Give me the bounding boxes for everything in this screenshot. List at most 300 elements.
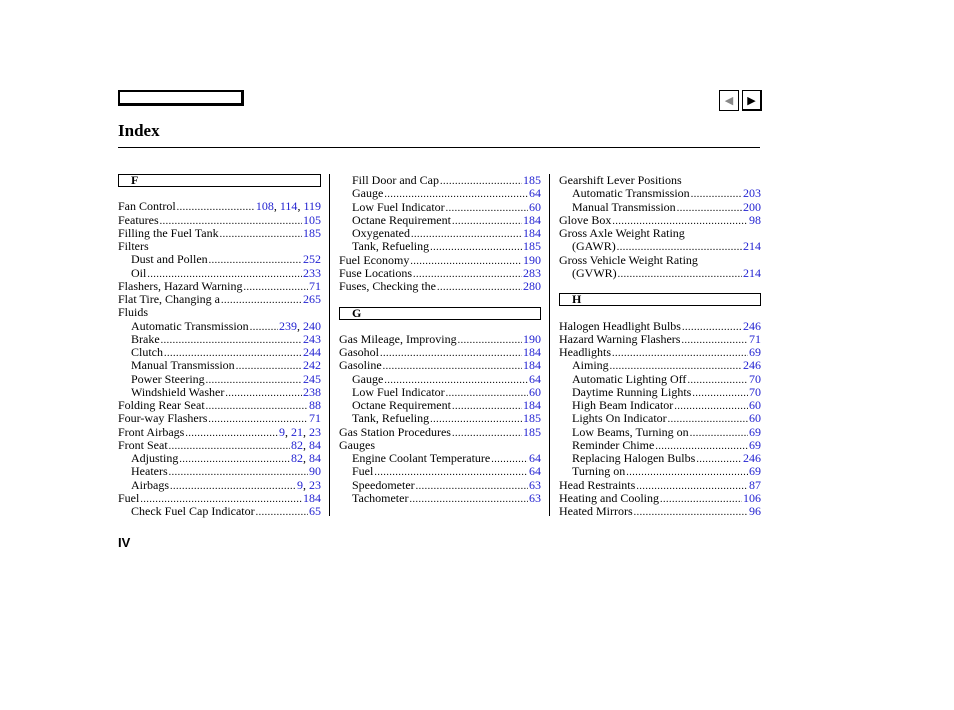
index-entry[interactable] [559,201,761,214]
index-entry[interactable] [118,227,321,240]
entry-label: Oxygenated [352,226,410,240]
leader-dots [612,346,748,359]
entry-label: Gross Axle Weight Rating [559,226,685,240]
page-link[interactable]: 60 [529,199,541,214]
index-entry[interactable] [339,359,541,372]
page-link[interactable]: 84 [309,437,321,452]
page-link[interactable]: 108 [255,199,274,214]
index-entry [118,240,321,253]
page-link[interactable]: 246 [743,318,761,333]
leader-dots [687,373,748,386]
page-refs [309,280,321,293]
leader-dots [374,465,528,478]
entry-label: Windshield Washer [131,384,225,399]
leader-dots [169,465,308,478]
page-title: Index [118,121,160,140]
entry-label: Gas Station Procedures [339,424,451,439]
entry-label: Filling the Fuel Tank [118,225,219,240]
page-refs [749,373,761,386]
page-link[interactable]: 71 [309,411,321,426]
index-entry[interactable] [339,214,541,227]
page-refs [523,267,541,280]
entry-label: Tachometer [352,490,409,505]
page-link[interactable]: 88 [309,398,321,412]
page-link[interactable]: 184 [523,358,541,373]
leader-dots [446,386,528,399]
page-refs [529,373,541,386]
page-link[interactable]: 244 [303,345,321,359]
page-link[interactable]: 184 [523,398,541,412]
index-entry[interactable] [118,412,321,425]
index-entry[interactable] [118,293,321,306]
index-entry[interactable] [118,280,321,293]
page-refs [303,373,321,386]
page-link[interactable]: 64 [529,371,541,386]
index-entry[interactable] [559,386,761,399]
leader-dots [409,492,528,505]
page-refs: 239, 240 [279,318,321,333]
previous-page-button[interactable] [719,90,739,111]
page-link[interactable]: 233 [303,265,321,280]
index-entry[interactable] [339,187,541,200]
page-link[interactable]: 71 [309,278,321,293]
page-link[interactable]: 214 [743,239,761,254]
entry-label: Gauge [352,371,384,386]
page-link[interactable]: 64 [529,186,541,201]
page-refs [743,320,761,333]
leader-dots [452,214,522,227]
index-entry[interactable] [559,399,761,412]
leader-dots [636,479,748,492]
leader-dots [140,492,302,505]
index-entry[interactable] [118,200,321,213]
page-link[interactable]: 87 [749,477,761,492]
spacer [339,293,541,306]
index-entry[interactable] [118,492,321,505]
page-refs [743,452,761,465]
entry-label: Gauge [352,186,384,201]
page-link[interactable]: 280 [523,279,541,293]
leader-dots [610,359,742,372]
index-entry[interactable] [339,333,541,346]
page-link[interactable]: 96 [749,504,761,518]
leader-dots [696,452,742,465]
page-link[interactable]: 200 [743,199,761,214]
page-link[interactable]: 190 [523,331,541,346]
page-refs [749,333,761,346]
index-entry[interactable] [559,187,761,200]
entry-label: Aiming [572,358,609,373]
entry-label: Check Fuel Cap Indicator [131,504,255,518]
index-entry [559,174,761,187]
leader-dots [668,412,748,425]
entry-label: Brake [131,331,160,346]
page-link[interactable]: 64 [529,451,541,465]
leader-dots [411,227,522,240]
page-link[interactable]: 184 [303,490,321,505]
index-entry [559,254,761,267]
index-entry[interactable] [339,346,541,359]
leader-dots [161,333,302,346]
page-refs: 108, 114, 119 [255,199,321,214]
page-link[interactable]: 60 [749,411,761,426]
page-link[interactable]: 105 [303,212,321,227]
leader-dots [437,280,522,293]
index-entry[interactable] [118,426,321,439]
page-refs: 9, 21, 23 [279,424,321,439]
index-entry[interactable] [559,214,761,227]
leader-dots [618,267,742,280]
index-entry[interactable] [559,465,761,478]
page-link[interactable]: 240 [303,318,321,333]
leader-dots [209,253,302,266]
index-entry[interactable] [339,174,541,187]
page-link[interactable]: 90 [309,464,321,479]
page-refs [749,386,761,399]
page-refs [309,399,321,412]
index-entry[interactable] [339,412,541,425]
entry-label: Low Beams, Turning on [572,424,689,439]
page-link[interactable]: 60 [749,398,761,412]
page-link[interactable]: 190 [523,252,541,267]
page-refs [523,240,541,253]
entry-label: Turning on [572,464,626,479]
leader-dots [626,465,748,478]
leader-dots [164,346,302,359]
page-refs [523,214,541,227]
index-entry[interactable] [118,333,321,346]
index-entry[interactable] [559,426,761,439]
page-link[interactable]: 64 [529,464,541,479]
index-entry[interactable] [118,386,321,399]
index-entry[interactable] [559,373,761,386]
entry-label: Fuel Economy [339,252,410,267]
entry-label: Automatic Transmission [572,186,690,201]
index-entry[interactable] [118,465,321,478]
leader-dots [170,479,296,492]
page-link[interactable]: 238 [303,384,321,399]
leader-dots [220,227,302,240]
leader-dots [383,359,522,372]
page-refs [529,479,541,492]
entry-label: Tank, Refueling [352,411,430,426]
index-entry[interactable] [559,359,761,372]
page-link[interactable]: 185 [523,239,541,254]
page-link[interactable]: 70 [749,384,761,399]
page-refs [749,505,761,518]
page-link[interactable]: 184 [523,345,541,359]
index-entry[interactable] [118,253,321,266]
page-link[interactable]: 21 [291,424,303,439]
leader-dots [458,333,522,346]
page-refs [743,492,761,505]
page-refs [743,240,761,253]
page-link[interactable]: 185 [523,411,541,426]
page-refs [529,452,541,465]
index-entry[interactable] [118,452,321,465]
index-entry[interactable] [339,386,541,399]
page-link[interactable]: 106 [743,490,761,505]
page-refs [529,201,541,214]
index-entry[interactable] [339,479,541,492]
page-link[interactable]: 265 [303,292,321,306]
entry-label: Heaters [131,464,168,479]
page-link[interactable]: 98 [749,212,761,227]
index-entry[interactable] [559,439,761,452]
page-refs [749,479,761,492]
leader-dots [147,267,302,280]
page-link[interactable]: 243 [303,331,321,346]
page-link[interactable]: 69 [749,437,761,452]
page-refs [749,346,761,359]
page-link[interactable]: 245 [303,371,321,386]
entry-label: Fill Door and Cap [352,173,439,187]
page-refs [523,333,541,346]
index-entry[interactable] [559,240,761,253]
entry-label: Hazard Warning Flashers [559,331,681,346]
entry-label: Gasoline [339,358,382,373]
page-link[interactable]: 23 [309,424,321,439]
index-entry[interactable] [118,267,321,280]
index-entry[interactable] [339,465,541,478]
entry-label: Speedometer [352,477,415,492]
page-link[interactable]: 246 [743,358,761,373]
page-link[interactable]: 184 [523,212,541,227]
spacer [559,306,761,319]
page-link[interactable]: 283 [523,265,541,280]
index-entry[interactable] [339,426,541,439]
page-refs [303,492,321,505]
section-heading: G [339,307,541,320]
entry-label: (GAWR) [572,239,616,254]
entry-label: Fluids [118,305,149,320]
page-refs [529,187,541,200]
index-entry[interactable] [339,201,541,214]
entry-label: Halogen Headlight Bulbs [559,318,681,333]
index-entry[interactable] [118,320,321,333]
entry-label: Oil [131,265,147,280]
entry-label: Gas Mileage, Improving [339,331,457,346]
entry-label: Gross Vehicle Weight Rating [559,252,698,267]
index-entry[interactable] [559,505,761,518]
entry-label: Gearshift Lever Positions [559,173,682,187]
leader-dots [380,346,522,359]
page-refs [529,465,541,478]
index-entry[interactable] [118,214,321,227]
page-refs [523,280,541,293]
index-entry[interactable] [118,505,321,518]
page-link[interactable]: 246 [743,451,761,465]
entry-label: Glove Box [559,212,612,227]
index-entry[interactable] [339,254,541,267]
page-link[interactable]: 119 [303,199,321,214]
leader-dots [674,399,748,412]
index-entry[interactable] [118,399,321,412]
leader-dots [225,386,302,399]
page-link[interactable]: 63 [529,477,541,492]
index-entry[interactable] [118,479,321,492]
index-entry[interactable] [339,399,541,412]
entry-label: Front Seat [118,437,168,452]
page-link[interactable]: 69 [749,464,761,479]
page-refs [529,386,541,399]
leader-dots [677,201,742,214]
index-entry[interactable] [339,373,541,386]
entry-label: Adjusting [131,451,179,465]
leader-dots [655,439,748,452]
next-page-button[interactable] [742,90,762,111]
index-entry[interactable] [339,267,541,280]
page-link[interactable]: 9 [297,477,303,492]
entry-label: Gauges [339,437,375,452]
index-column-2 [339,174,541,505]
page-link[interactable]: 185 [303,225,321,240]
page-refs: 82, 84 [291,437,321,452]
page-refs [749,214,761,227]
entry-label: Folding Rear Seat [118,398,205,412]
page-refs [743,267,761,280]
leader-dots [440,174,522,187]
entry-label: Head Restraints [559,477,636,492]
page-link[interactable]: 65 [309,504,321,518]
page-refs [303,386,321,399]
leader-dots [682,320,742,333]
page-refs [749,465,761,478]
entry-label: Features [118,212,159,227]
page-link[interactable]: 242 [303,358,321,373]
page-link[interactable]: 185 [523,173,541,187]
page-link[interactable]: 84 [309,451,321,465]
page-link[interactable]: 184 [523,226,541,240]
leader-dots [179,452,290,465]
page-refs [523,346,541,359]
entry-label: Four-way Flashers [118,411,208,426]
entry-label: Power Steering [131,371,205,386]
page-refs [303,227,321,240]
index-column-1 [118,174,321,518]
leader-dots [692,386,748,399]
leader-dots [206,399,308,412]
leader-dots [681,333,748,346]
leader-dots [221,293,302,306]
leader-dots [256,505,308,518]
page-link[interactable]: 23 [309,477,321,492]
index-entry [118,306,321,319]
page-refs [523,399,541,412]
index-entry[interactable] [339,280,541,293]
index-entry[interactable] [559,346,761,359]
index-entry[interactable] [118,359,321,372]
index-entry[interactable] [559,479,761,492]
entry-label: Airbags [131,477,169,492]
page-refs [303,267,321,280]
page-link[interactable]: 252 [303,252,321,267]
section-heading: F [118,174,321,187]
page-link[interactable]: 60 [529,384,541,399]
page-link[interactable]: 63 [529,490,541,505]
leader-dots [243,280,308,293]
index-entry[interactable] [339,492,541,505]
entry-label: Fuel [352,464,374,479]
index-entry[interactable] [339,452,541,465]
column-divider [329,174,330,516]
page-refs [523,412,541,425]
page-refs: 9, 23 [297,477,321,492]
index-entry[interactable] [559,492,761,505]
index-entry[interactable] [118,373,321,386]
page-refs [749,399,761,412]
spacer [118,187,321,200]
index-entry[interactable] [118,346,321,359]
page-link[interactable]: 9 [279,424,285,439]
leader-dots [617,240,742,253]
page-refs: 82, 84 [291,451,321,465]
title-divider [118,147,760,148]
page-link[interactable]: 69 [749,424,761,439]
page-link[interactable]: 70 [749,371,761,386]
leader-dots [208,412,308,425]
page-refs [523,174,541,187]
entry-label: Fan Control [118,199,176,214]
page-refs [303,293,321,306]
entry-label: High Beam Indicator [572,398,674,412]
entry-label: Manual Transmission [572,199,676,214]
page-link[interactable]: 203 [743,186,761,201]
entry-label: Heated Mirrors [559,504,633,518]
entry-label: Automatic Transmission [131,318,249,333]
entry-label: Gasohol [339,345,379,359]
page-link[interactable]: 114 [279,199,298,214]
page-refs [303,333,321,346]
entry-label: Reminder Chime [572,437,655,452]
index-entry[interactable] [559,320,761,333]
entry-label: Fuses, Checking the [339,279,436,293]
page-link[interactable]: 214 [743,265,761,280]
index-entry[interactable] [339,240,541,253]
page-link[interactable]: 69 [749,345,761,359]
index-entry[interactable] [559,412,761,425]
page-refs [523,359,541,372]
entry-label: Octane Requirement [352,398,451,412]
page-link[interactable]: 82 [291,451,303,465]
page-refs [749,426,761,439]
leader-dots [185,426,278,439]
leader-dots [691,187,742,200]
index-entry[interactable] [339,227,541,240]
page-link[interactable]: 82 [291,437,303,452]
page-refs [743,201,761,214]
page-refs [529,492,541,505]
index-entry[interactable] [559,452,761,465]
index-entry[interactable] [118,439,321,452]
page-link[interactable]: 185 [523,424,541,439]
index-entry[interactable] [559,267,761,280]
spacer [339,320,541,333]
page-link[interactable]: 71 [749,331,761,346]
page-link[interactable]: 239 [279,318,297,333]
index-column-3 [559,174,761,518]
page-refs [309,465,321,478]
index-entry[interactable] [559,333,761,346]
entry-label: Tank, Refueling [352,239,430,254]
entry-label: Flat Tire, Changing a [118,292,221,306]
entry-label: Daytime Running Lights [572,384,692,399]
page-refs [303,359,321,372]
entry-label: Low Fuel Indicator [352,384,445,399]
page-refs [303,214,321,227]
page-refs [303,253,321,266]
leader-dots [236,359,302,372]
